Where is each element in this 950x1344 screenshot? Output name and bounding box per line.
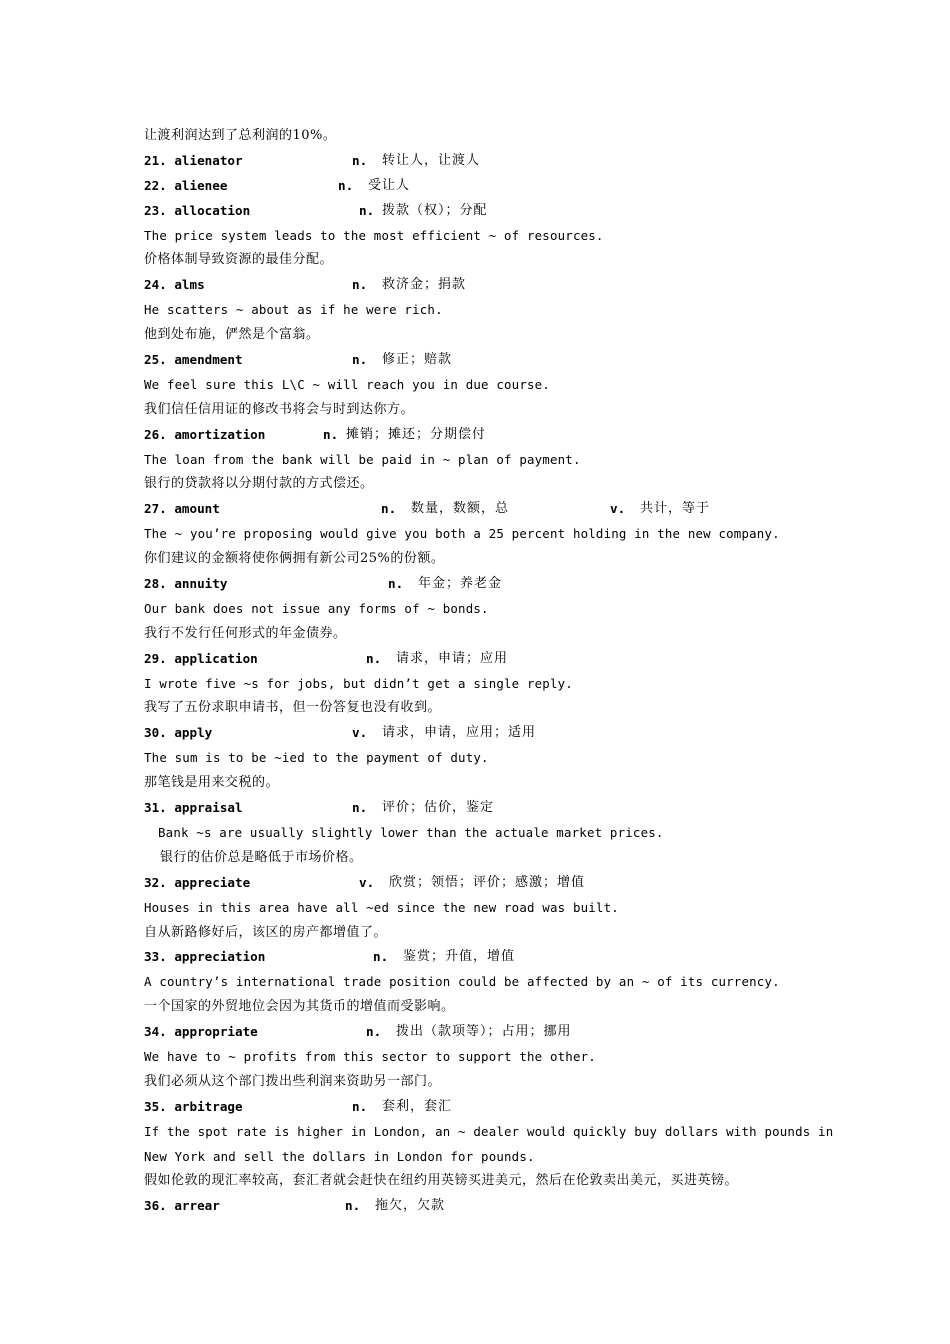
- entry-word: amount: [174, 501, 220, 517]
- example-chinese: 我写了五份求职申请书，但一份答复也没有收到。: [144, 700, 442, 716]
- example-english: We have to ~ profits from this sector to support the other.: [144, 1048, 596, 1064]
- part-of-speech: n.: [373, 949, 389, 965]
- entry-number: 29.: [144, 650, 167, 666]
- part-of-speech: v.: [359, 874, 375, 890]
- entry-headword: [144, 572, 824, 597]
- definition: 转让人，让渡人: [382, 152, 481, 168]
- example-english: The loan from the bank will be paid in ~ plan of payment.: [144, 451, 581, 467]
- entry-number: 23.: [144, 202, 167, 218]
- entry-headword: [144, 1095, 824, 1120]
- entry-number: 35.: [144, 1098, 167, 1114]
- part-of-speech: v.: [352, 725, 368, 741]
- part-of-speech: n.: [352, 352, 368, 368]
- entry-headword: [144, 174, 824, 199]
- entry-headword: [144, 1194, 824, 1219]
- example-chinese: 我们必须从这个部门拨出些利润来资助另一部门。: [144, 1073, 442, 1089]
- example-english: The price system leads to the most efficient ~ of resources.: [144, 227, 604, 243]
- entry-word: application: [174, 650, 258, 666]
- definition: 评价；估价，鉴定: [382, 800, 495, 816]
- entry-word: arbitrage: [174, 1098, 243, 1114]
- entry-number: 25.: [144, 352, 167, 368]
- part-of-speech: n.: [352, 1098, 368, 1114]
- entry-headword: [144, 497, 824, 522]
- example-english: Houses in this area have all ~ed since the new road was built.: [144, 899, 619, 915]
- definition: 套利，套汇: [382, 1098, 453, 1114]
- entry-headword: [144, 647, 824, 672]
- example-english: A country’s international trade position could be affected by an ~ of its currency.: [144, 974, 780, 990]
- entry-headword: [144, 721, 824, 746]
- definition: 拨出（款项等）；占用；挪用: [396, 1024, 572, 1040]
- entry-number: 33.: [144, 949, 167, 965]
- part-of-speech-secondary: v.: [610, 501, 626, 517]
- entry-headword: [144, 149, 824, 174]
- definition: 摊销；摊还；分期偿付: [346, 426, 487, 442]
- entry-number: 24.: [144, 277, 167, 293]
- example-chinese: 他到处布施，俨然是个富翁。: [144, 327, 320, 343]
- example-chinese: 银行的估价总是略低于市场价格。: [160, 849, 363, 865]
- entry-word: amendment: [174, 352, 243, 368]
- definition: 救济金；捐款: [382, 277, 467, 293]
- entry-word: annuity: [174, 576, 228, 592]
- example-chinese: 那笔钱是用来交税的。: [144, 775, 280, 791]
- definition: 修正；赔款: [382, 352, 453, 368]
- example-chinese: 价格体制导致资源的最佳分配。: [144, 252, 334, 268]
- entry-number: 34.: [144, 1024, 167, 1040]
- entry-word: apply: [174, 725, 213, 741]
- example-chinese: 假如伦敦的现汇率较高，套汇者就会赶快在纽约用英镑买进美元，然后在伦敦卖出美元，买进英镑。: [144, 1173, 739, 1189]
- example-english: The sum is to be ~ied to the payment of duty.: [144, 750, 489, 766]
- example-chinese: 我们信任信用证的修改书将会与时到达你方。: [144, 401, 415, 417]
- entry-number: 26.: [144, 426, 167, 442]
- entry-word: amortization: [174, 426, 266, 442]
- entry-word: appreciate: [174, 874, 251, 890]
- entry-number: 22.: [144, 177, 167, 193]
- example-english: If the spot rate is higher in London, an ~ dealer would quickly buy dollars with pounds in: [144, 1123, 834, 1139]
- part-of-speech: n.: [352, 800, 368, 816]
- part-of-speech: n.: [338, 177, 354, 193]
- entry-word: appreciation: [174, 949, 266, 965]
- definition: 数量，数额，总: [411, 501, 510, 517]
- example-english: Our bank does not issue any forms of ~ bonds.: [144, 600, 489, 616]
- example-english: We feel sure this L\C ~ will reach you in due course.: [144, 376, 550, 392]
- definition: 欣赏；领悟；评价；感激；增值: [389, 874, 586, 890]
- document-page: [144, 124, 834, 1219]
- entry-word: appraisal: [174, 800, 243, 816]
- example-english: The ~ you’re proposing would give you both a 25 percent holding in the new company.: [144, 526, 780, 542]
- definition: 年金；养老金: [418, 576, 503, 592]
- example-english: I wrote five ~s for jobs, but didn’t get a single reply.: [144, 675, 573, 691]
- entry-number: 36.: [144, 1198, 167, 1214]
- definition: 受让人: [368, 177, 411, 193]
- entry-word: allocation: [174, 202, 251, 218]
- example-english-continued: New York and sell the dollars in London for pounds.: [144, 1148, 535, 1164]
- part-of-speech: n.: [381, 501, 397, 517]
- definition: 请求，申请；应用: [396, 650, 509, 666]
- entry-number: 21.: [144, 152, 167, 168]
- entry-number: 31.: [144, 800, 167, 816]
- example-chinese: 我行不发行任何形式的年金债券。: [144, 625, 347, 641]
- entry-word: alienator: [174, 152, 243, 168]
- part-of-speech: n.: [323, 426, 339, 442]
- entry-word: alms: [174, 277, 205, 293]
- entry-headword: [144, 1020, 824, 1045]
- part-of-speech: n.: [345, 1198, 361, 1214]
- entry-number: 28.: [144, 576, 167, 592]
- part-of-speech: n.: [366, 1024, 382, 1040]
- definition: 拖欠，欠款: [375, 1198, 446, 1214]
- part-of-speech: n.: [352, 152, 368, 168]
- entry-word: appropriate: [174, 1024, 258, 1040]
- example-english: He scatters ~ about as if he were rich.: [144, 302, 443, 318]
- entry-number: 30.: [144, 725, 167, 741]
- definition: 请求，申请，应用；适用: [382, 725, 537, 741]
- intro-text: 让渡利润达到了总利润的10%。: [144, 128, 337, 143]
- part-of-speech: n.: [366, 650, 382, 666]
- entry-headword: [144, 348, 824, 373]
- part-of-speech: n.: [352, 277, 368, 293]
- entry-headword: [144, 796, 824, 821]
- definition: 拨款（权）；分配: [382, 202, 488, 218]
- entry-number: 32.: [144, 874, 167, 890]
- example-chinese: 你们建议的金额将使你俩拥有新公司25%的份额。: [144, 551, 445, 567]
- definition-secondary: 共计，等于: [640, 501, 711, 517]
- entry-headword: [144, 423, 824, 448]
- entry-headword: [144, 871, 824, 896]
- example-chinese: 自从新路修好后，该区的房产都增值了。: [144, 924, 388, 940]
- definition: 鉴赏；升值，增值: [403, 949, 516, 965]
- entry-headword: [144, 945, 824, 970]
- example-chinese: 一个国家的外贸地位会因为其货币的增值而受影响。: [144, 999, 455, 1015]
- part-of-speech: n.: [388, 576, 404, 592]
- entry-word: alienee: [174, 177, 228, 193]
- entry-headword: [144, 273, 824, 298]
- entry-word: arrear: [174, 1198, 220, 1214]
- example-english: Bank ~s are usually slightly lower than the actuale market prices.: [158, 824, 664, 840]
- entry-headword: [144, 199, 824, 224]
- entry-number: 27.: [144, 501, 167, 517]
- example-chinese: 银行的贷款将以分期付款的方式偿还。: [144, 476, 374, 492]
- part-of-speech: n.: [359, 202, 375, 218]
